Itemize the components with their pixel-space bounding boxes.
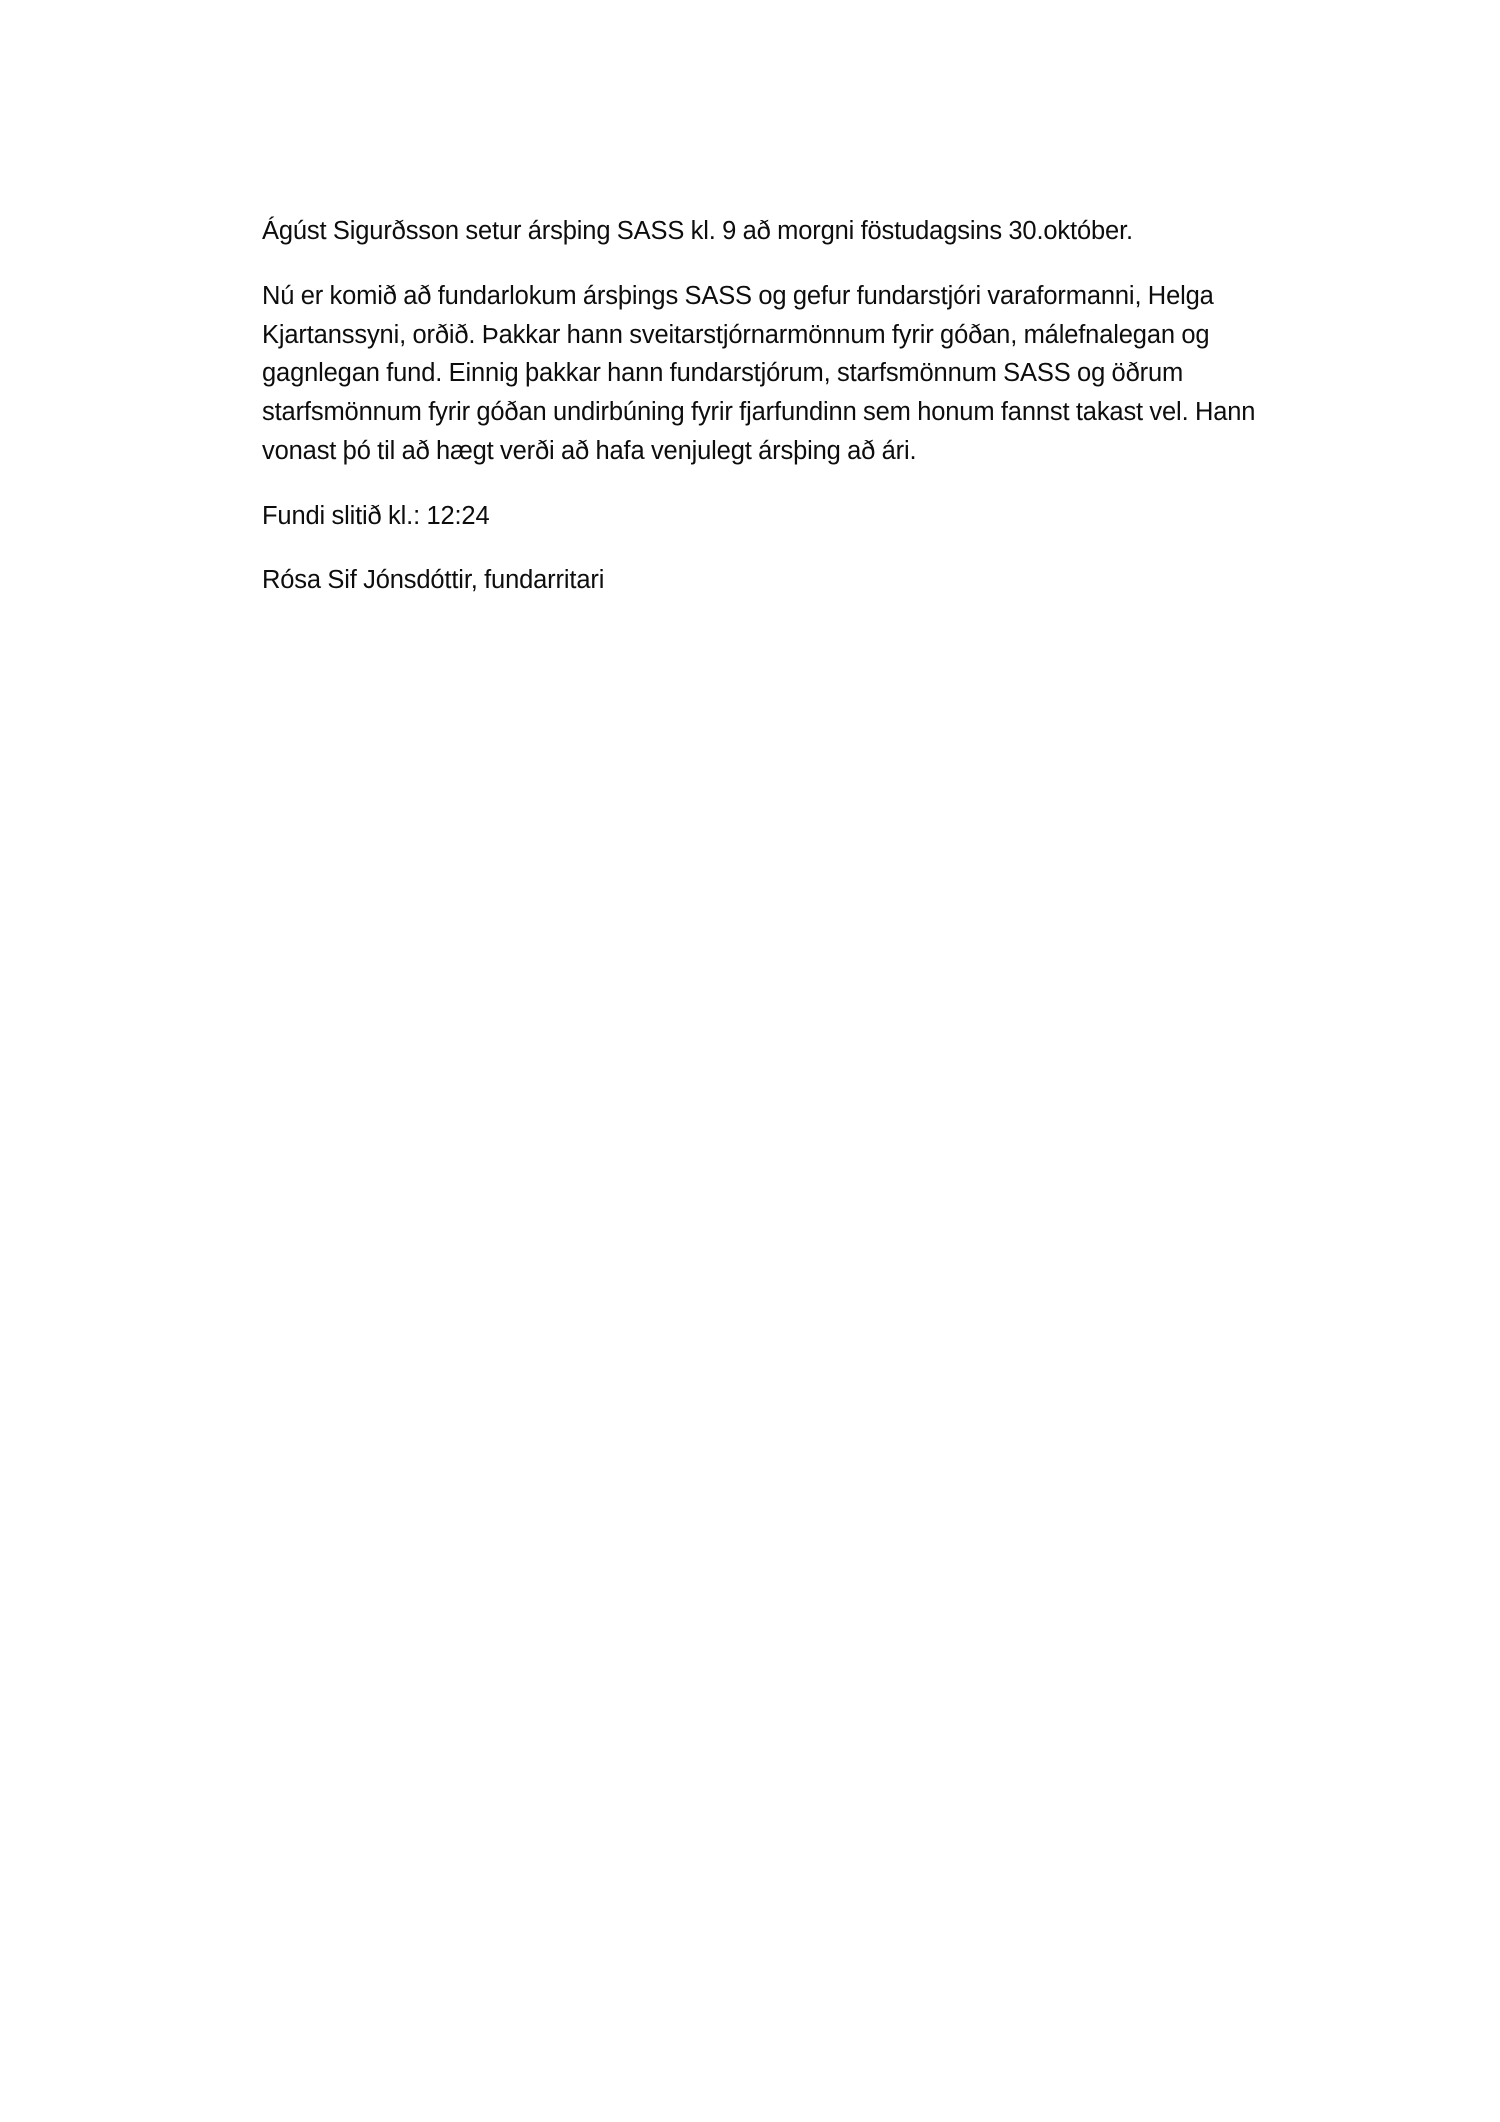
paragraph-closing-remarks: Nú er komið að fundarlokum ársþings SASS og gefur fundarstjóri varaformanni, Helga Kjartanssyni, orðið. Þakkar hann sveitarstjórnarmönnum fyrir góðan, málefnalegan og gagnlegan fund. Einnig þakkar hann fundarstjórum, starfsmönnum SASS og öðrum starfsmönnum fyrir góðan undirbúning fyrir fjarfundinn sem honum fannst takast vel. Hann vonast þó til að hægt verði að hafa venjulegt ársþing að ári. — [262, 281, 1256, 465]
paragraph-opening: Ágúst Sigurðsson setur ársþing SASS kl. 9 að morgni föstudagsins 30.október. — [262, 217, 1133, 245]
document-body — [262, 212, 1277, 600]
paragraph-meeting-end-time: Fundi slitið kl.: 12:24 — [262, 501, 490, 530]
paragraph-signature: Rósa Sif Jónsdóttir, fundarritari — [262, 566, 605, 595]
